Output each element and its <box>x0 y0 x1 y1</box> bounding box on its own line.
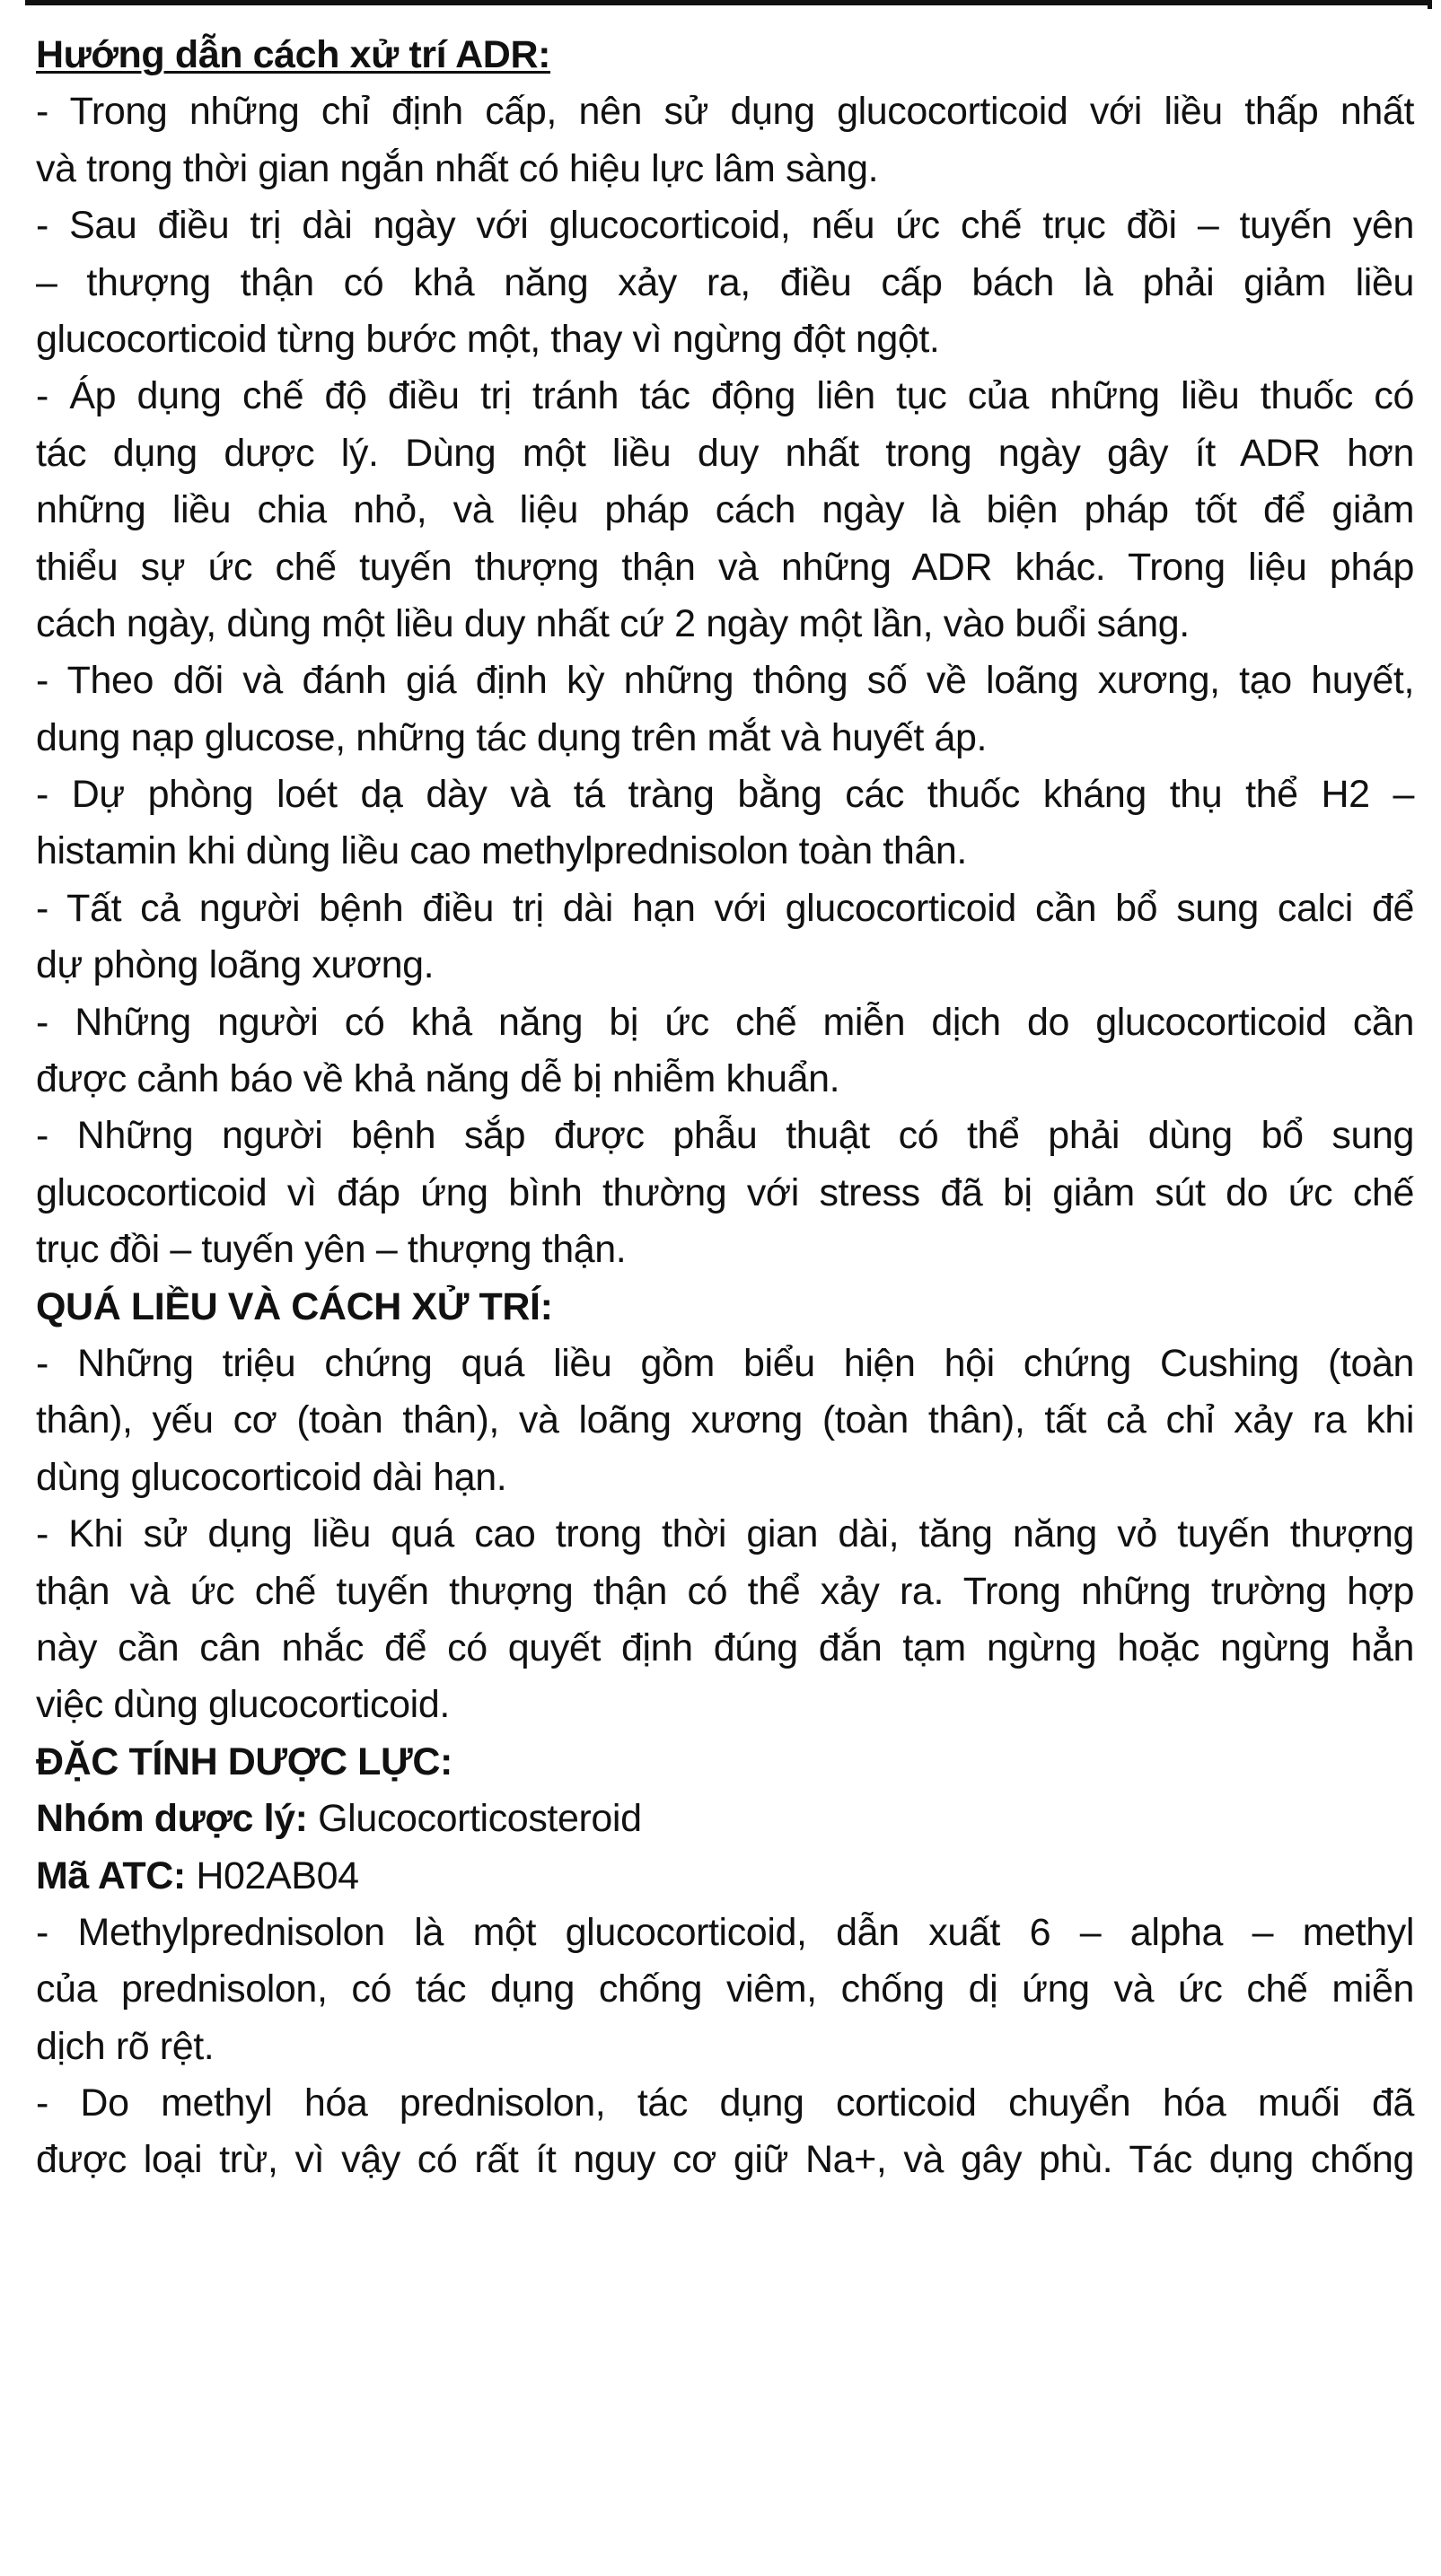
text-line: - Sau điều trị dài ngày với glucocorticoid, nếu ức chế trục đồi – tuyến yên <box>36 204 1414 248</box>
text-line: glucocorticoid từng bước một, thay vì ngừng đột ngột. <box>36 317 940 361</box>
pharm-group-line <box>36 1791 1414 1847</box>
text-line: dùng glucocorticoid dài hạn. <box>36 1455 507 1499</box>
text-line: histamin khi dùng liều cao methylprednisolon toàn thân. <box>36 829 967 873</box>
document-page <box>36 27 1414 2189</box>
top-border-corner <box>1428 0 1432 9</box>
text-line: - Trong những chỉ định cấp, nên sử dụng glucocorticoid với liều thấp nhất <box>36 90 1414 134</box>
pharm-group-label: Nhóm dược lý: <box>36 1797 308 1841</box>
text-line: - Những triệu chứng quá liều gồm biểu hiện hội chứng Cushing (toàn <box>36 1341 1414 1385</box>
pharm-group-value: Glucocorticosteroid <box>307 1797 642 1841</box>
text-line: - Khi sử dụng liều quá cao trong thời gian dài, tăng năng vỏ tuyến thượng <box>36 1512 1414 1556</box>
text-line: được loại trừ, vì vậy có rất ít nguy cơ giữ Na+, và gây phù. Tác dụng chống <box>36 2138 1414 2182</box>
text-line: những liều chia nhỏ, và liệu pháp cách ngày là biện pháp tốt để giảm <box>36 488 1414 532</box>
text-line: của prednisolon, có tác dụng chống viêm, chống dị ứng và ức chế miễn <box>36 1967 1414 2011</box>
text-line: - Những người có khả năng bị ức chế miễn dịch do glucocorticoid cần <box>36 1000 1414 1044</box>
text-line: dự phòng loãng xương. <box>36 943 435 987</box>
text-line: - Những người bệnh sắp được phẫu thuật có thể phải dùng bổ sung <box>36 1114 1414 1158</box>
atc-code-value: H02AB04 <box>185 1853 359 1897</box>
text-line: tác dụng dược lý. Dùng một liều duy nhất trong ngày gây ít ADR hơn <box>36 431 1414 475</box>
overdose-heading: QUÁ LIỀU VÀ CÁCH XỬ TRÍ: <box>36 1284 553 1328</box>
text-line: - Áp dụng chế độ điều trị tránh tác động liên tục của những liều thuốc có <box>36 374 1414 418</box>
pharmacodynamics-heading: ĐẶC TÍNH DƯỢC LỰC: <box>36 1739 453 1783</box>
text-line: glucocorticoid vì đáp ứng bình thường với stress đã bị giảm sút do ức chế <box>36 1170 1414 1214</box>
text-line: cách ngày, dùng một liều duy nhất cứ 2 ngày một lần, vào buổi sáng. <box>36 601 1190 645</box>
text-line: và trong thời gian ngắn nhất có hiệu lực lâm sàng. <box>36 146 879 190</box>
text-line: thân), yếu cơ (toàn thân), và loãng xương (toàn thân), tất cả chỉ xảy ra khi <box>36 1398 1414 1442</box>
text-line: dung nạp glucose, những tác dụng trên mắt và huyết áp. <box>36 715 988 759</box>
text-line: – thượng thận có khả năng xảy ra, điều cấp bách là phải giảm liều <box>36 260 1414 304</box>
text-line: trục đồi – tuyến yên – thượng thận. <box>36 1228 627 1272</box>
top-border-line <box>25 0 1432 5</box>
text-line: - Do methyl hóa prednisolon, tác dụng corticoid chuyển hóa muối đã <box>36 2081 1414 2125</box>
text-line: - Dự phòng loét dạ dày và tá tràng bằng các thuốc kháng thụ thể H2 – <box>36 773 1414 817</box>
atc-code-line <box>36 1848 1414 1905</box>
text-line: - Tất cả người bệnh điều trị dài hạn với glucocorticoid cần bổ sung calci để <box>36 886 1414 930</box>
text-line: thiểu sự ức chế tuyến thượng thận và những ADR khác. Trong liệu pháp <box>36 545 1414 589</box>
text-line: - Theo dõi và đánh giá định kỳ những thông số về loãng xương, tạo huyết, <box>36 659 1414 703</box>
adr-guidance-heading: Hướng dẫn cách xử trí ADR: <box>36 33 551 76</box>
text-line: này cần cân nhắc để có quyết định đúng đắn tạm ngừng hoặc ngừng hẳn <box>36 1625 1414 1669</box>
text-line: việc dùng glucocorticoid. <box>36 1683 450 1727</box>
text-line: - Methylprednisolon là một glucocorticoid, dẫn xuất 6 – alpha – methyl <box>36 1910 1414 1954</box>
text-line: dịch rõ rệt. <box>36 2024 215 2068</box>
text-line: thận và ức chế tuyến thượng thận có thể xảy ra. Trong những trường hợp <box>36 1569 1414 1613</box>
atc-code-label: Mã ATC: <box>36 1853 186 1897</box>
text-line: được cảnh báo về khả năng dễ bị nhiễm khuẩn. <box>36 1057 840 1101</box>
